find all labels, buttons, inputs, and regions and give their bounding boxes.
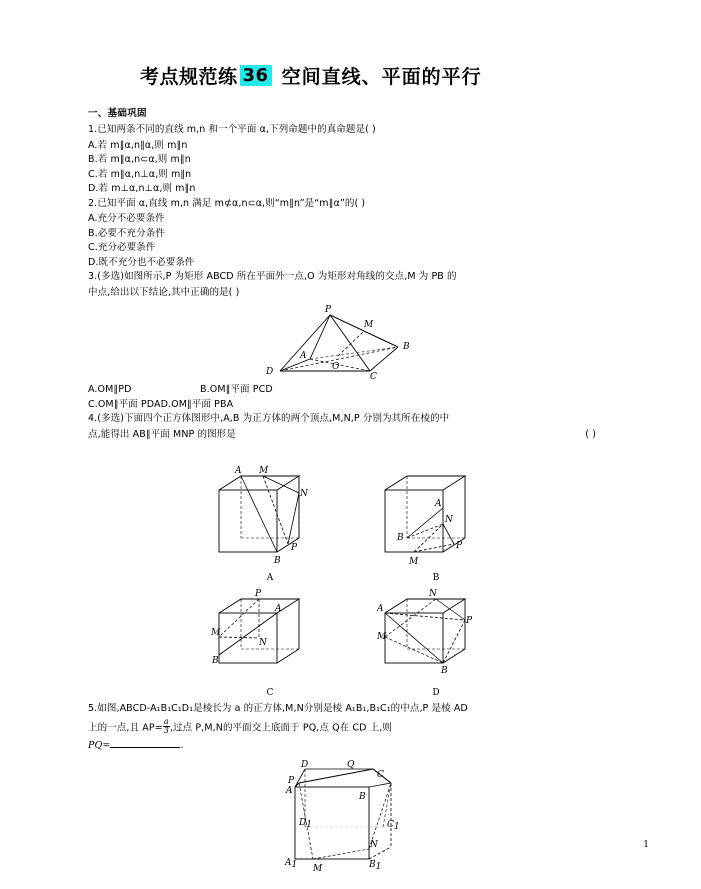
question-2-option-a[interactable]: A.充分不必要条件	[88, 213, 165, 224]
cube-b-label-n: N	[445, 515, 453, 525]
question-3-figure	[88, 301, 618, 383]
cube-d-label-n: N	[429, 589, 437, 599]
cube-a-label-n: N	[300, 489, 308, 499]
figure5-label-d: D	[301, 760, 309, 771]
question-4-stem-line2	[88, 428, 618, 443]
cube-d-label-b: B	[441, 666, 448, 676]
cube-b-label-m: M	[409, 557, 419, 567]
cube-b-label-p: P	[456, 541, 463, 551]
question-4-answer-paren: ( )	[585, 428, 596, 440]
cube-d-label-m: M	[377, 632, 387, 642]
title-number-badge: 36	[240, 65, 272, 86]
page-number: 1	[643, 840, 649, 850]
figure5-label-p: P	[288, 776, 295, 787]
question-4-option-d[interactable]	[377, 585, 495, 698]
question-3-option-d[interactable]: D.OM∥平面 PBA	[160, 398, 234, 410]
figure3-label-c: C	[370, 372, 377, 379]
question-3-stem-line1: 3.(多选)如图所示,P 为矩形 ABCD 所在平面外一点,O 为矩形对角线的交点,M 为 PB 的	[88, 271, 457, 282]
question-1-option-a[interactable]: A.若 m∥α,n∥α,则 m∥n	[88, 139, 188, 151]
figure3-label-d: D	[266, 367, 274, 377]
cube-option-a-diagram	[211, 448, 329, 568]
cube-option-b-label: B	[432, 573, 440, 583]
figure5-label-m: M	[313, 864, 323, 875]
question-2-stem: 2.已知平面 α,直线 m,n 满足 m⊄α,n⊂α,则“m∥n”是“m∥α”的( )	[88, 197, 366, 209]
question-5-stem-line2	[88, 718, 618, 736]
question-4-figures-row2	[88, 585, 618, 698]
question-4-stem-line1: 4.(多选)下面四个正方体图形中,A,B 为正方体的两个顶点,M,N,P 分别为其所在棱的中	[88, 413, 450, 424]
cube-a-label-b: B	[274, 556, 281, 566]
question-2-option-b[interactable]: B.必要不充分条件	[88, 227, 165, 239]
figure5-label-b1: B1	[369, 860, 382, 873]
figure5-label-q: Q	[347, 760, 355, 771]
question-5-stem-line2-post: ,过点 P,M,N的平面交上底面于 PQ,点 Q在 CD 上,则	[169, 722, 392, 734]
section-heading: 一、基础巩固	[88, 108, 147, 119]
figure3-label-p: P	[325, 305, 332, 315]
question-5-figure	[88, 757, 618, 889]
question-5-stem-line3	[88, 737, 618, 754]
cube-c-label-a: A	[275, 604, 282, 614]
question-3-options-row1	[88, 383, 618, 398]
question-3-option-c[interactable]: C.OM∥平面 PDA	[88, 398, 161, 410]
page-title	[140, 62, 618, 89]
question-3-option-a[interactable]: A.OM∥PD	[88, 384, 132, 395]
title-subject: 空间直线、平面的平行	[281, 66, 482, 88]
figure5-label-c: C	[377, 770, 384, 781]
question-5-stem-line2-pre: 上的一点,且 AP=	[88, 722, 163, 734]
page-content	[88, 62, 618, 889]
figure3-label-o: O	[332, 362, 340, 372]
question-3-option-b[interactable]: B.OM∥平面 PCD	[200, 384, 273, 395]
question-4-stem-line2-text: 点,能得出 AB∥平面 MNP 的图形是	[88, 428, 236, 440]
title-prefix: 考点规范练	[140, 66, 238, 88]
cube-c-label-p: P	[255, 589, 262, 599]
figure3-label-b: B	[403, 342, 410, 352]
fraction-denominator: 3	[163, 725, 169, 735]
question-3-stem-line2: 中点,给出以下结论,其中正确的是( )	[88, 286, 240, 298]
cube-option-a-label: A	[266, 573, 274, 583]
question-5-period: .	[180, 739, 184, 751]
cube-c-label-n: N	[259, 638, 267, 648]
cube-abcd-a1b1c1d1-diagram	[273, 757, 433, 885]
question-4-option-b[interactable]	[377, 448, 495, 583]
question-1-option-d[interactable]: D.若 m⊥α,n⊥α,则 m∥n	[88, 183, 196, 194]
cube-d-label-p: P	[466, 616, 473, 626]
cube-a-label-m: M	[259, 466, 269, 476]
cube-d-label-a: A	[377, 604, 384, 614]
figure5-label-a1: A1	[285, 858, 298, 871]
cube-option-d-label: D	[432, 688, 440, 698]
cube-c-label-m: M	[211, 628, 221, 638]
figure5-label-b: B	[359, 792, 366, 803]
cube-b-label-b: B	[397, 533, 404, 543]
cube-c-label-b: B	[212, 656, 219, 666]
cube-b-label-a: A	[435, 499, 442, 509]
figure5-label-n: N	[370, 840, 378, 851]
cube-option-c-diagram	[211, 585, 329, 683]
question-1-option-c[interactable]: C.若 m∥α,n⊥α,则 m∥n	[88, 168, 192, 180]
figure5-label-c1: C1	[387, 820, 400, 833]
question-5-fraction	[163, 718, 170, 736]
question-2-option-d[interactable]: D.既不充分也不必要条件	[88, 256, 195, 268]
cube-a-label-p: P	[291, 543, 298, 553]
figure3-label-a: A	[300, 351, 307, 361]
figure5-label-a: A	[286, 786, 293, 797]
cube-option-d-diagram	[377, 585, 495, 683]
question-1-stem: 1.已知两条不同的直线 m,n 和一个平面 α,下列命题中的真命题是( )	[88, 124, 376, 135]
question-5-answer-prefix: PQ=	[88, 739, 111, 751]
cube-option-b-diagram	[377, 448, 495, 568]
fraction-numerator: a	[163, 716, 169, 726]
pyramid-abcd-p-diagram	[258, 301, 448, 379]
cube-a-label-a: A	[235, 466, 242, 476]
question-3-options-row2	[88, 398, 618, 413]
figure3-label-m: M	[364, 320, 374, 330]
question-5-answer-blank[interactable]	[110, 737, 180, 748]
question-1-option-b[interactable]: B.若 m∥α,n⊂α,则 m∥n	[88, 154, 191, 165]
figure5-label-d1: D1	[299, 818, 312, 831]
question-5-stem-line1: 5.如图,ABCD-A₁B₁C₁D₁是棱长为 a 的正方体,M,N分别是棱 A₁B₁,B₁C₁的中点,P 是棱 AD	[88, 703, 468, 714]
question-4-option-c[interactable]	[211, 585, 329, 698]
question-2-option-c[interactable]: C.充分必要条件	[88, 242, 156, 253]
question-4-figures-row1	[88, 448, 618, 583]
cube-option-c-label: C	[266, 688, 274, 698]
question-4-option-a[interactable]	[211, 448, 329, 583]
